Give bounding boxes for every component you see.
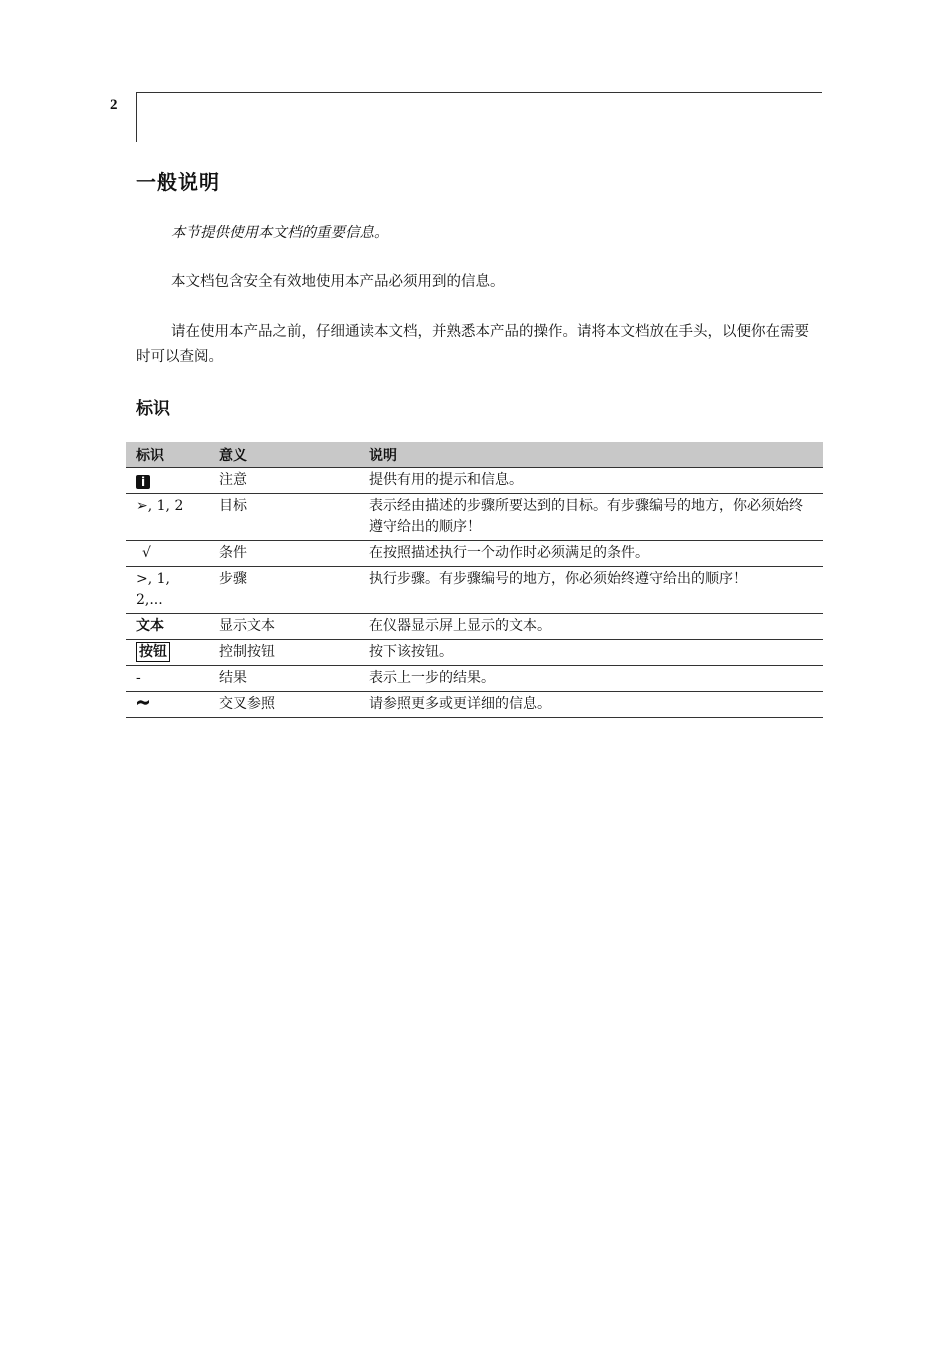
symbol-cell [126, 468, 209, 494]
table-row [126, 666, 823, 692]
info-icon: i [136, 475, 150, 489]
header-description: 说明 [359, 442, 823, 468]
meaning-cell: 控制按钮 [209, 640, 359, 666]
table-row [126, 640, 823, 666]
symbols-table [126, 442, 823, 718]
symbols-title: 标识 [136, 399, 170, 419]
meaning-cell: 显示文本 [209, 614, 359, 640]
description-cell: 提供有用的提示和信息。 [359, 468, 823, 494]
meaning-cell: 结果 [209, 666, 359, 692]
paragraph-1: 本文档包含安全有效地使用本产品必须用到的信息。 [171, 274, 505, 290]
symbol-cell: - [126, 666, 209, 692]
header-rule [136, 92, 822, 93]
cross-reference-icon [136, 699, 150, 706]
header-meaning: 意义 [209, 442, 359, 468]
description-cell: 执行步骤。有步骤编号的地方，你必须始终遵守给出的顺序！ [359, 567, 823, 614]
description-cell: 在按照描述执行一个动作时必须满足的条件。 [359, 541, 823, 567]
meaning-cell: 交叉参照 [209, 692, 359, 718]
table-row [126, 468, 823, 494]
description-cell: 表示上一步的结果。 [359, 666, 823, 692]
meaning-cell: 步骤 [209, 567, 359, 614]
symbol-cell: >, 1, 2,... [126, 567, 209, 614]
page-number: 2 [110, 97, 118, 113]
section-intro: 本节提供使用本文档的重要信息。 [171, 225, 389, 241]
description-cell: 表示经由描述的步骤所要达到的目标。有步骤编号的地方，你必须始终遵守给出的顺序！ [359, 494, 823, 541]
table-row [126, 692, 823, 718]
display-text-sample: 文本 [136, 618, 164, 634]
header-rule-vertical [136, 92, 137, 142]
meaning-cell: 目标 [209, 494, 359, 541]
table-row [126, 494, 823, 541]
table-row [126, 567, 823, 614]
description-cell: 请参照更多或更详细的信息。 [359, 692, 823, 718]
symbol-cell: ➢, 1, 2 [126, 494, 209, 541]
description-cell: 按下该按钮。 [359, 640, 823, 666]
header-symbol: 标识 [126, 442, 209, 468]
meaning-cell: 条件 [209, 541, 359, 567]
symbol-cell: √ [126, 541, 209, 567]
button-sample: 按钮 [136, 642, 170, 662]
symbol-cell [126, 614, 209, 640]
paragraph-2: 请在使用本产品之前，仔细通读本文档，并熟悉本产品的操作。请将本文档放在手头，以便你在需要时可以查阅。 [136, 324, 809, 365]
table-header-row [126, 442, 823, 468]
table-row [126, 541, 823, 567]
description-cell: 在仪器显示屏上显示的文本。 [359, 614, 823, 640]
symbol-cell [126, 640, 209, 666]
table-row [126, 614, 823, 640]
symbol-cell [126, 692, 209, 718]
meaning-cell: 注意 [209, 468, 359, 494]
section-title: 一般说明 [136, 170, 220, 194]
